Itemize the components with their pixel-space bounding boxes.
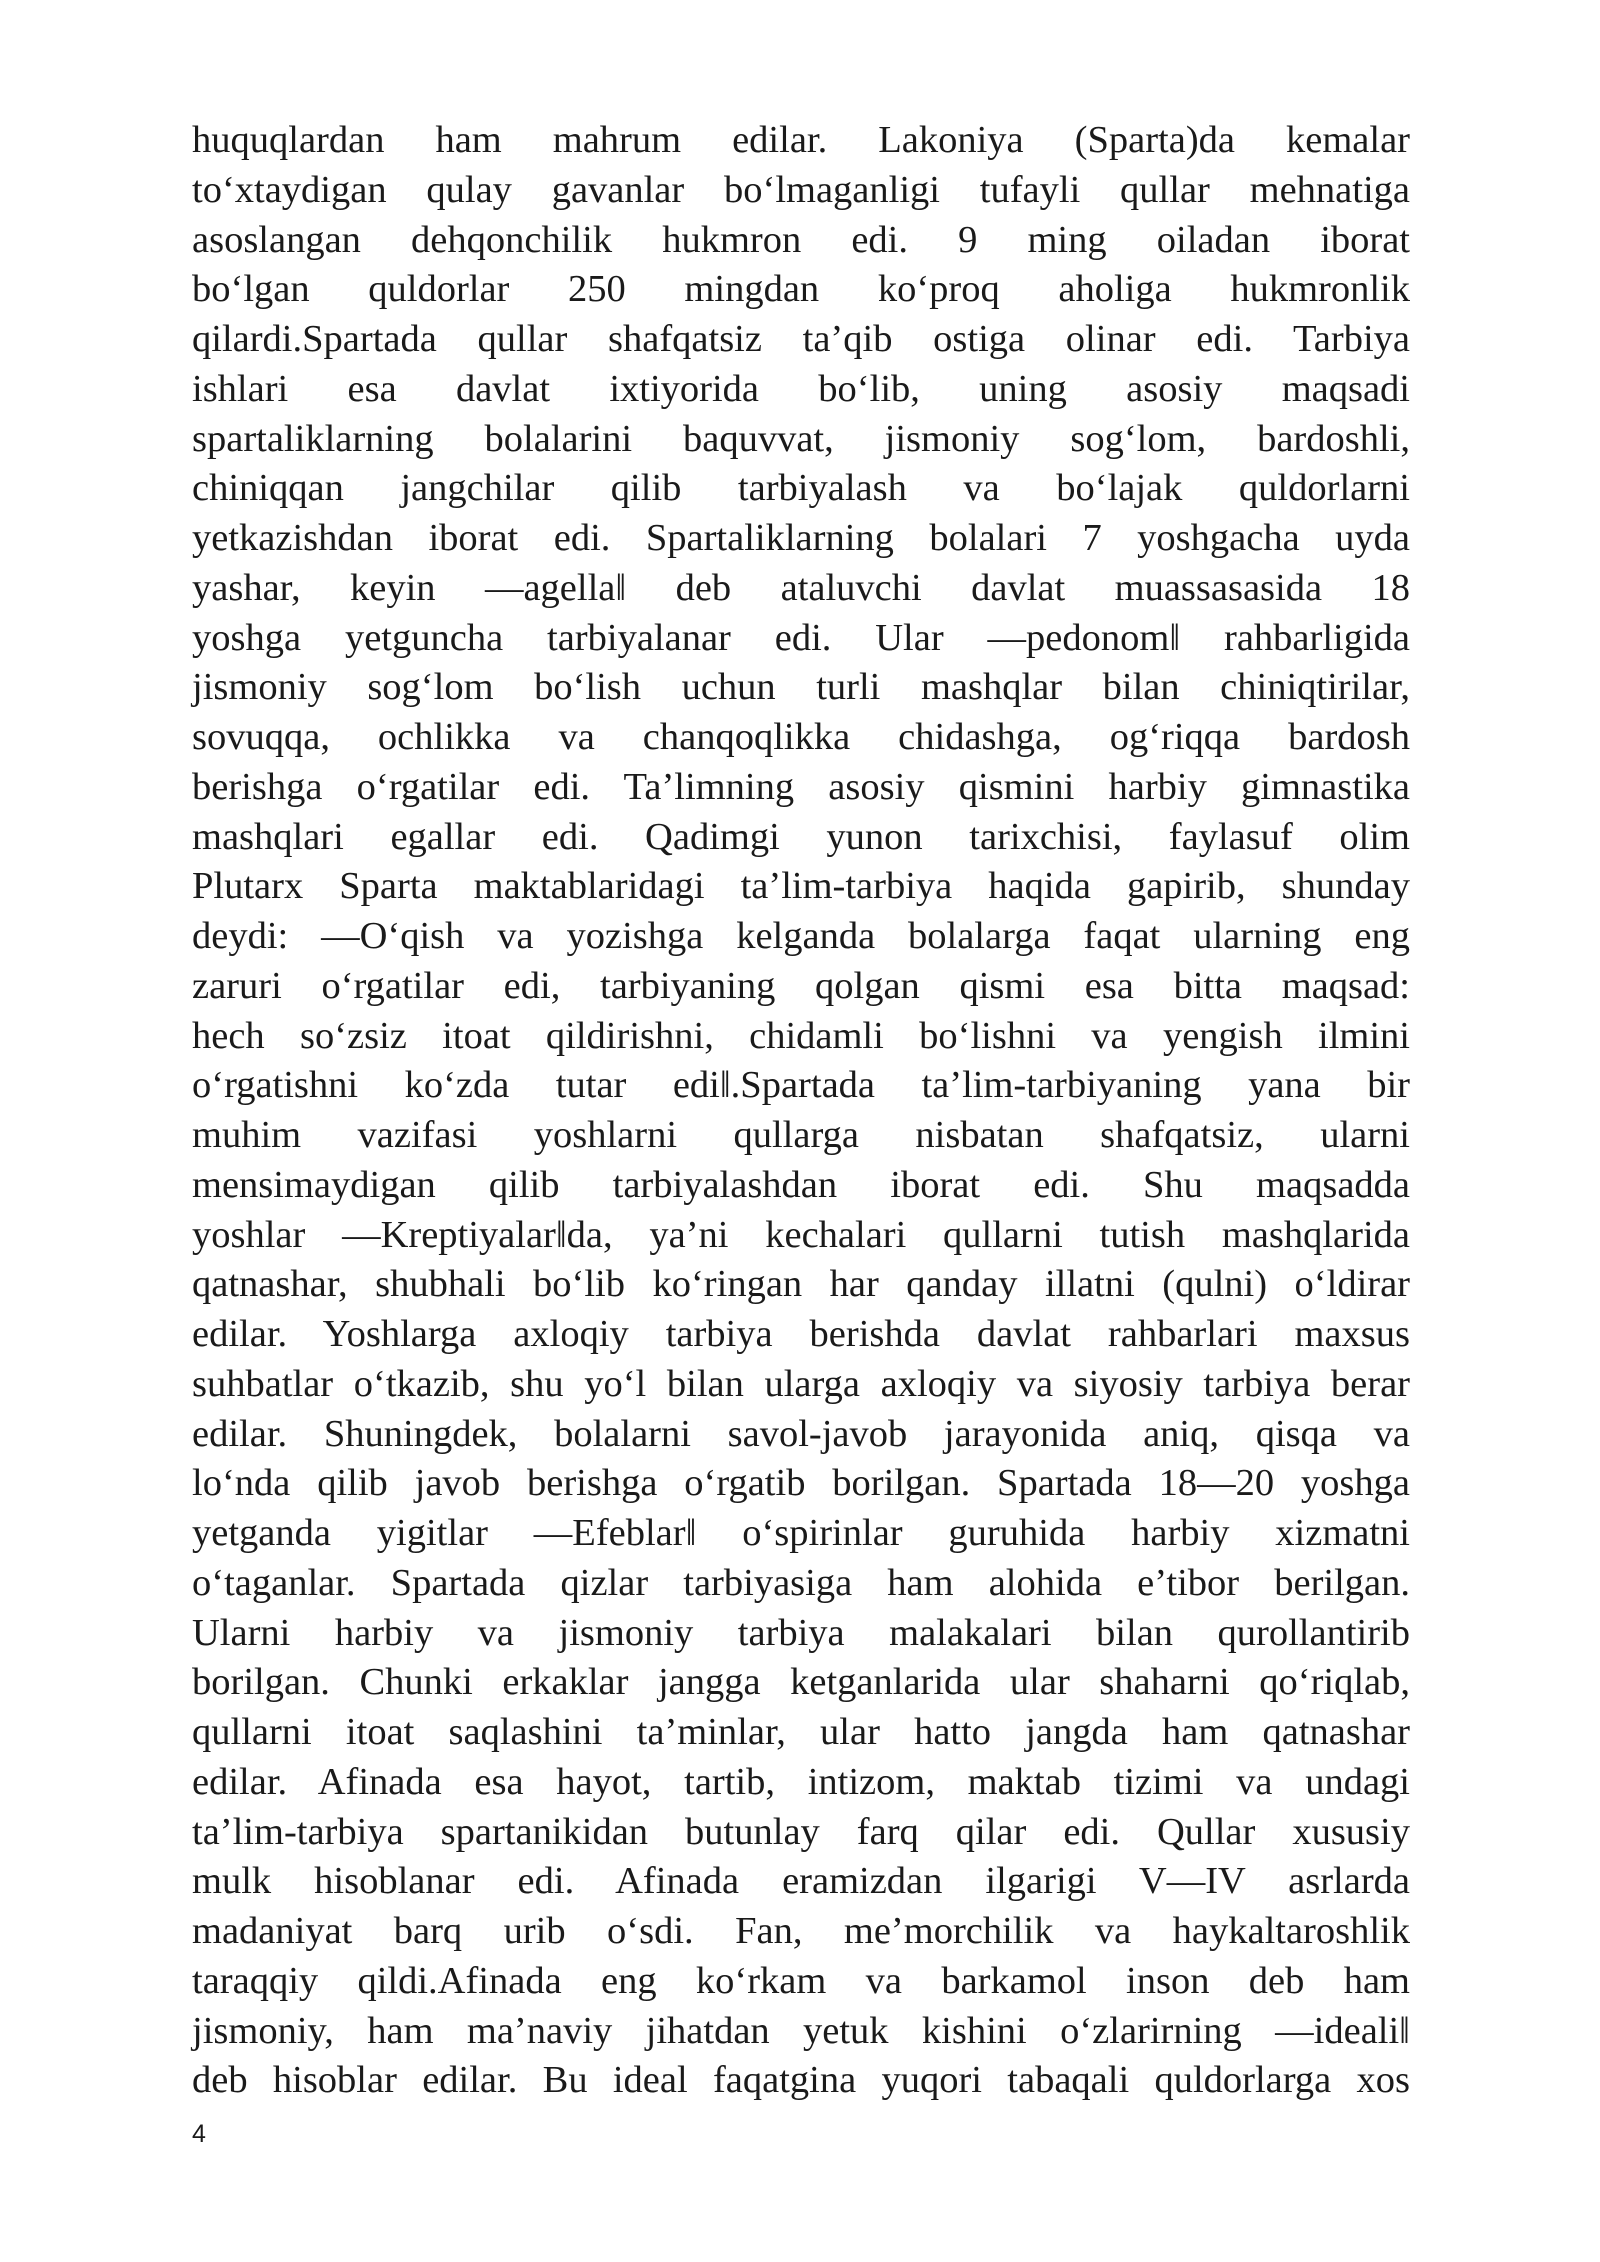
text-line: to‘xtaydigan qulay gavanlar bo‘lmaganligi tufayli qullar mehnatiga xyxy=(192,168,1410,211)
text-line: qatnashar, shubhali bo‘lib ko‘ringan har qanday illatni (qulni) o‘ldirar xyxy=(192,1263,1410,1306)
text-line: Plutarx Sparta maktablaridagi ta’lim-tarbiya haqida gapirib, shunday xyxy=(192,865,1410,908)
text-line: mulk hisoblanar edi. Afinada eramizdan ilgarigi V―IV asrlarda xyxy=(192,1860,1410,1903)
text-line: Ularni harbiy va jismoniy tarbiya malakalari bilan qurollantirib xyxy=(192,1611,1410,1654)
text-line: taraqqiy qildi.Afinada eng ko‘rkam va barkamol inson deb ham xyxy=(192,1959,1410,2002)
text-line: suhbatlar o‘tkazib, shu yo‘l bilan ularga axloqiy va siyosiy tarbiya berar xyxy=(192,1362,1410,1405)
text-line: madaniyat barq urib o‘sdi. Fan, me’morchilik va haykaltaroshlik xyxy=(192,1910,1410,1952)
text-line: spartaliklarning bolalarini baquvvat, jismoniy sog‘lom, bardoshli, xyxy=(192,417,1410,460)
text-line: deb hisoblar edilar. Bu ideal faqatgina yuqori tabaqali quldorlarga xos xyxy=(192,2059,1410,2102)
text-line: yetganda yigitlar ―Efeblar‖ o‘spirinlar guruhida harbiy xizmatni xyxy=(192,1512,1410,1554)
text-line: asoslangan dehqonchilik hukmron edi. 9 ming oiladan iborat xyxy=(192,218,1410,261)
text-line: sovuqqa, ochlikka va chanqoqlikka chidashga, og‘riqqa bardosh xyxy=(192,716,1410,758)
text-line: ta’lim-tarbiya spartanikidan butunlay farq qilar edi. Qullar xususiy xyxy=(192,1810,1410,1853)
text-line: ishlari esa davlat ixtiyorida bo‘lib, uning asosiy maqsadi xyxy=(192,367,1410,410)
page-number: 4 xyxy=(192,2120,206,2148)
text-line: qilardi.Spartada qullar shafqatsiz ta’qib ostiga olinar edi. Tarbiya xyxy=(192,318,1410,360)
text-line: jismoniy, ham ma’naviy jihatdan yetuk kishini o‘zlarirning ―ideali‖ xyxy=(192,2009,1410,2052)
text-line: lo‘nda qilib javob berishga o‘rgatib borilgan. Spartada 18―20 yoshga xyxy=(192,1462,1410,1505)
text-line: jismoniy sog‘lom bo‘lish uchun turli mashqlar bilan chiniqtirilar, xyxy=(192,666,1410,709)
text-line: deydi: ―O‘qish va yozishga kelganda bolalarga faqat ularning eng xyxy=(192,915,1410,957)
text-line: mensimaydigan qilib tarbiyalashdan iborat edi. Shu maqsadda xyxy=(192,1163,1410,1206)
text-line: berishga o‘rgatilar edi. Ta’limning asosiy qismini harbiy gimnastika xyxy=(192,765,1410,808)
text-line: o‘rgatishni ko‘zda tutar edi‖.Spartada ta’lim-tarbiyaning yana bir xyxy=(192,1064,1410,1107)
text-line: bo‘lgan quldorlar 250 mingdan ko‘proq aholiga hukmronlik xyxy=(192,268,1410,311)
text-line: mashqlari egallar edi. Qadimgi yunon tarixchisi, faylasuf olim xyxy=(192,815,1410,858)
text-line: yetkazishdan iborat edi. Spartaliklarning bolalari 7 yoshgacha uyda xyxy=(192,517,1410,559)
text-line: borilgan. Chunki erkaklar jangga ketganlarida ular shaharni qo‘riqlab, xyxy=(192,1661,1410,1704)
text-line: hech so‘zsiz itoat qildirishni, chidamli bo‘lishni va yengish ilmini xyxy=(192,1014,1410,1057)
text-line: yoshlar ―Kreptiyalar‖da, ya’ni kechalari qullarni tutish mashqlarida xyxy=(192,1213,1410,1256)
text-line: yashar, keyin ―agella‖ deb ataluvchi davlat muassasasida 18 xyxy=(192,566,1410,609)
text-line: edilar. Yoshlarga axloqiy tarbiya berishda davlat rahbarlari maxsus xyxy=(192,1313,1410,1355)
text-line: edilar. Afinada esa hayot, tartib, intizom, maktab tizimi va undagi xyxy=(192,1760,1410,1803)
text-line: muhim vazifasi yoshlarni qullarga nisbatan shafqatsiz, ularni xyxy=(192,1114,1410,1156)
body-text xyxy=(192,116,1410,2106)
text-line: o‘taganlar. Spartada qizlar tarbiyasiga ham alohida e’tibor berilgan. xyxy=(192,1561,1410,1604)
text-line: yoshga yetguncha tarbiyalanar edi. Ular ―pedonom‖ rahbarligida xyxy=(192,616,1410,659)
text-line: edilar. Shuningdek, bolalarni savol-javob jarayonida aniq, qisqa va xyxy=(192,1412,1410,1455)
text-line: qullarni itoat saqlashini ta’minlar, ular hatto jangda ham qatnashar xyxy=(192,1711,1410,1753)
text-line: chiniqqan jangchilar qilib tarbiyalash va bo‘lajak quldorlarni xyxy=(192,467,1410,510)
text-line: zaruri o‘rgatilar edi, tarbiyaning qolgan qismi esa bitta maqsad: xyxy=(192,964,1410,1007)
text-line: huquqlardan ham mahrum edilar. Lakoniya (Sparta)da kemalar xyxy=(192,119,1410,161)
